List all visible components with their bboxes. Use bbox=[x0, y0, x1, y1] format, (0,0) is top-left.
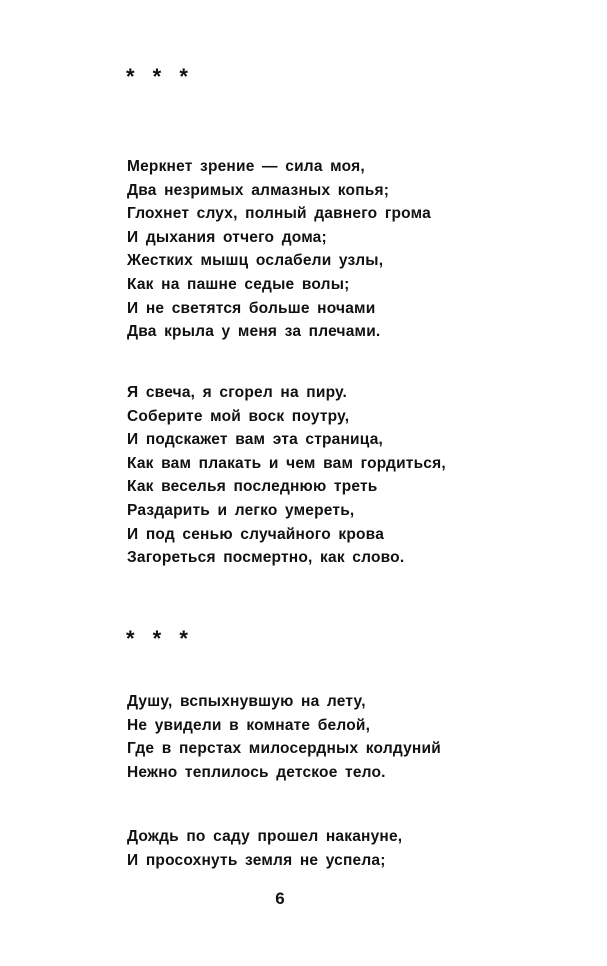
poem-line: Где в перстах милосердных колдуний bbox=[127, 740, 441, 758]
poem-line: Душу, вспыхнувшую на лету, bbox=[127, 693, 366, 710]
poem-line: Меркнет зрение — сила моя, bbox=[127, 158, 365, 175]
poem-line: И не светятся больше ночами bbox=[127, 299, 376, 317]
poem-line: Два незримых алмазных копья; bbox=[127, 181, 390, 199]
poem-line: Загореться посмертно, как слово. bbox=[127, 549, 405, 567]
poem2-stanza2 bbox=[127, 825, 402, 872]
poem1-stanza2 bbox=[127, 381, 446, 570]
section-divider-asterisks: * * * bbox=[126, 64, 194, 89]
poem-line: И просохнуть земля не успела; bbox=[127, 851, 386, 869]
poem1-stanza1 bbox=[127, 155, 431, 344]
poem-line: Как вам плакать и чем вам гордиться, bbox=[127, 454, 446, 472]
poem-line: Не увидели в комнате белой, bbox=[127, 716, 371, 734]
poem-line: И подскажет вам эта страница, bbox=[127, 431, 384, 449]
poem-line: Дождь по саду прошел накануне, bbox=[127, 828, 403, 845]
poem-line: Два крыла у меня за плечами. bbox=[127, 323, 381, 341]
poem-line: Нежно теплилось детское тело. bbox=[127, 763, 386, 781]
poem-line: Жестких мышц ослабели узлы, bbox=[127, 252, 384, 270]
poem-line: Как на пашне седые волы; bbox=[127, 275, 350, 293]
poem2-stanza1 bbox=[127, 690, 441, 784]
section-divider-asterisks: * * * bbox=[126, 626, 194, 651]
poem-line: И дыхания отчего дома; bbox=[127, 228, 327, 246]
poem-line: И под сенью случайного крова bbox=[127, 525, 385, 543]
poem-line: Соберите мой воск поутру, bbox=[127, 407, 350, 425]
poem-line: Я свеча, я сгорел на пиру. bbox=[127, 384, 347, 401]
page-number: 6 bbox=[275, 889, 285, 908]
poem-line: Как веселья последнюю треть bbox=[127, 478, 378, 496]
poem-line: Глохнет слух, полный давнего грома bbox=[127, 205, 431, 223]
poem-line: Раздарить и легко умереть, bbox=[127, 501, 355, 519]
